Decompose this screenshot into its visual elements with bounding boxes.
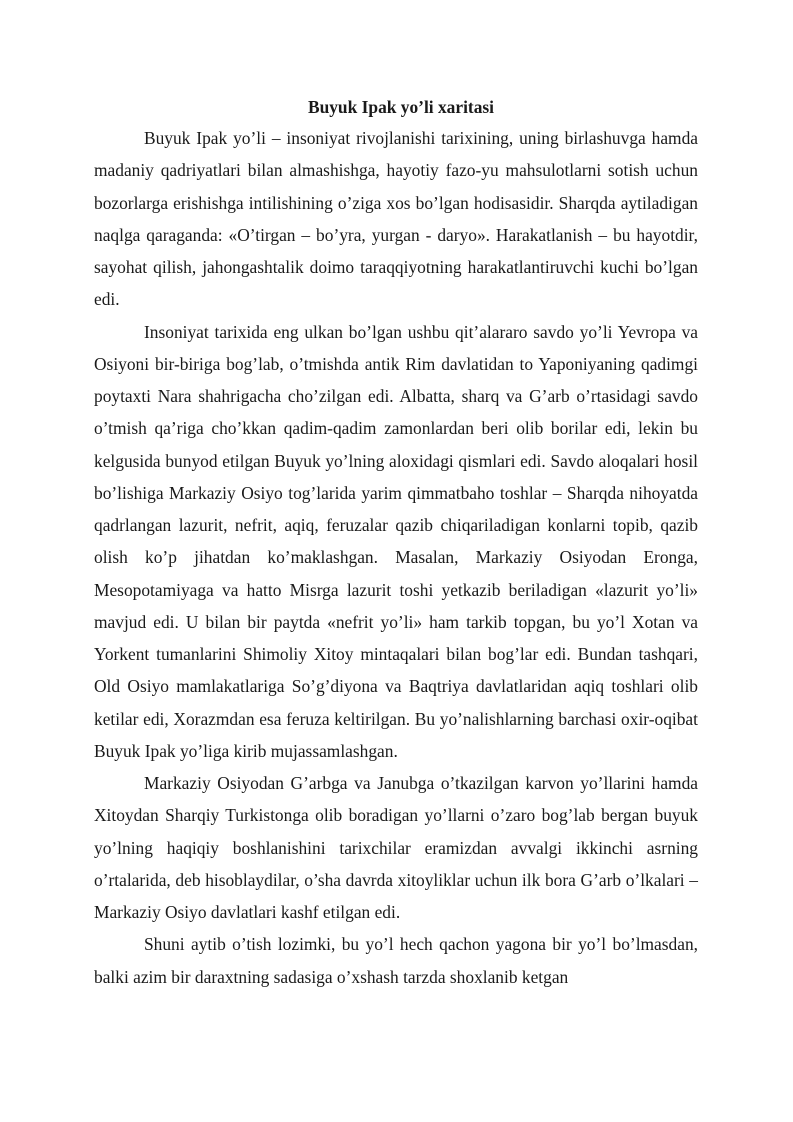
document-title: Buyuk Ipak yo’li xaritasi — [307, 97, 495, 117]
paragraph-4: Shuni aytib o’tish lozimki, bu yo’l hech qachon yagona bir yo’l bo’lmasdan, balki azim bir daraxtning sadasiga o’xshash tarzda shoxlanib ketgan — [94, 934, 698, 987]
paragraph-2: Insoniyat tarixida eng ulkan bo’lgan ushbu qit’alararo savdo yo’li Yevropa va Osiyoni bir-biriga bog’lab, o’tmishda antik Rim davlatidan to Yaponiyaning qadimgi poytaxti Nara shahrigacha cho’zilgan edi. Albatta, sharq va G’arb o’rtasidagi savdo o’tmish qa’riga cho’kkan qadim-qadim zamonlardan beri olib borilar edi, lekin bu kelgusida bunyod etilgan Buyuk yo’lning aloxidagi qismlari edi. Savdo aloqalari hosil bo’lishiga Markaziy Osiyo tog’larida yarim qimmatbaho toshlar – Sharqda nihoyatda qadrlangan lazurit, nefrit, aqiq, feruzalar qazib chiqariladigan konlarni topib, qazib olish ko’p jihatdan ko’maklashgan. Masalan, Markaziy Osiyodan Eronga, Mesopotamiyaga va hatto Misrga lazurit toshi yetkazib beriladigan «lazurit yo’li» mavjud edi. U bilan bir paytda «nefrit yo’li» ham tarkib topgan, bu yo’l Xotan va Yorkent tumanlarini Shimoliy Xitoy mintaqalari bilan bog’lar edi. Bundan tashqari, Old Osiyo mamlakatlariga So’g’diyona va Baqtriya davlatlaridan aqiq toshlari olib ketilar edi, Xorazmdan esa feruza keltirilgan. Bu yo’nalishlarning barchasi oxir-oqibat Buyuk Ipak yo’liga kirib mujassamlashgan. — [94, 321, 698, 761]
paragraph-1: Buyuk Ipak yo’li – insoniyat rivojlanishi tarixining, uning birlashuvga hamda madaniy qadriyatlari bilan almashishga, hayotiy fazo-yu mahsulotlarni sotish uchun bozorlarga erishishga intilishining o’ziga xos bo’lgan hodisasidir. Sharqda aytiladigan naqlga qaraganda: «O’tirgan – bo’yra, yurgan - daryo». Harakatlanish – bu hayotdir, sayohat qilish, jahongashtalik doimo taraqqiyotning harakatlantiruvchi kuchi bo’lgan edi. — [94, 128, 698, 310]
document-body — [94, 93, 698, 993]
paragraph-3: Markaziy Osiyodan G’arbga va Janubga o’tkazilgan karvon yo’llarini hamda Xitoydan Sharqiy Turkistonga olib boradigan yo’llarni o’zaro bog’lab bergan buyuk yo’lning haqiqiy boshlanishini tarixchilar eramizdan avvalgi ikkinchi asrning o’rtalarida, deb hisoblaydilar, o’sha davrda xitoyliklar uchun ilk bora G’arb o’lkalari – Markaziy Osiyo davlatlari kashf etilgan edi. — [94, 773, 698, 922]
